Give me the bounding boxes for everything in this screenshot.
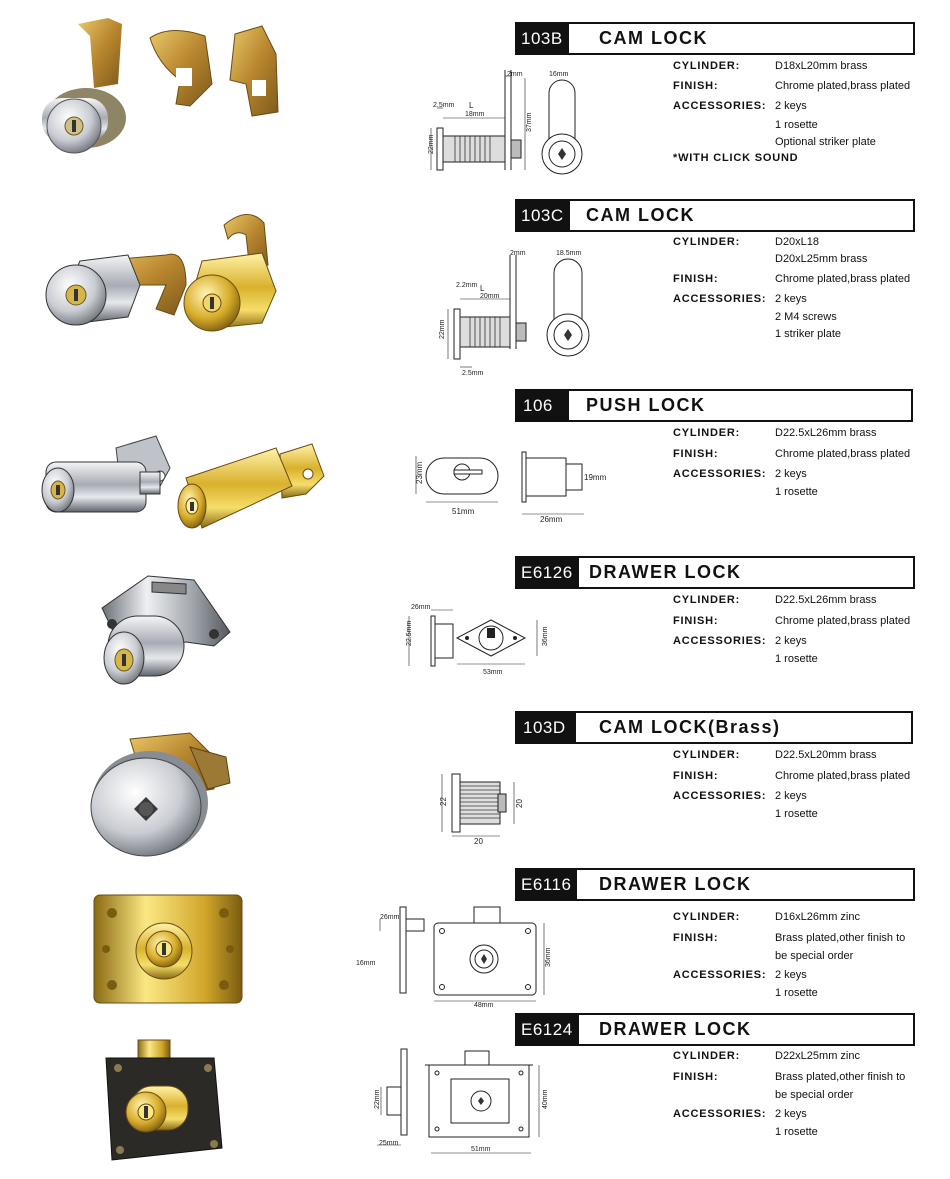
spec-label: CYLINDER: bbox=[673, 60, 741, 72]
drawing-label: 36mm bbox=[542, 626, 549, 646]
spec-value: Chrome plated,brass plated bbox=[775, 273, 911, 285]
product-photo-103d bbox=[80, 727, 240, 862]
spec-value: D18xL20mm brass bbox=[775, 60, 868, 72]
drawing-label: 51mm bbox=[452, 507, 475, 516]
product-code: E6126 bbox=[515, 558, 579, 587]
spec-label: FINISH: bbox=[673, 1071, 719, 1083]
spec-label: CYLINDER: bbox=[673, 911, 741, 923]
spec-label: ACCESSORIES: bbox=[673, 468, 767, 480]
drawing-label: 53mm bbox=[483, 669, 503, 676]
spec-label: ACCESSORIES: bbox=[673, 100, 767, 112]
spec-block-103c bbox=[673, 234, 943, 354]
spec-label: FINISH: bbox=[673, 615, 719, 627]
product-photo-e6126 bbox=[82, 572, 242, 692]
spec-label: FINISH: bbox=[673, 448, 719, 460]
product-code: 103C bbox=[515, 201, 570, 230]
spec-value: Chrome plated,brass plated bbox=[775, 80, 911, 92]
product-header-103c bbox=[515, 199, 915, 232]
spec-label: FINISH: bbox=[673, 273, 719, 285]
spec-value: 1 rosette bbox=[775, 486, 818, 498]
spec-value: Brass plated,other finish to bbox=[775, 1071, 906, 1083]
spec-value: 2 keys bbox=[775, 969, 807, 981]
product-header-e6124 bbox=[515, 1013, 915, 1046]
product-code: E6124 bbox=[515, 1015, 579, 1044]
spec-block-e6116 bbox=[673, 909, 943, 1009]
spec-value: D16xL26mm zinc bbox=[775, 911, 860, 923]
spec-label: FINISH: bbox=[673, 80, 719, 92]
drawing-label: 26mm bbox=[380, 914, 400, 921]
spec-block-106 bbox=[673, 425, 943, 505]
drawing-label: 20mm bbox=[480, 293, 500, 300]
product-photo-106 bbox=[36, 428, 331, 543]
spec-value: Chrome plated,brass plated bbox=[775, 770, 911, 782]
spec-label: CYLINDER: bbox=[673, 236, 741, 248]
drawing-label: 36mm bbox=[545, 947, 552, 967]
product-code: 106 bbox=[515, 391, 569, 420]
product-title: DRAWER LOCK bbox=[589, 562, 742, 582]
product-header-106 bbox=[515, 389, 913, 422]
drawing-label: 22.5mm bbox=[406, 620, 413, 646]
spec-value: Optional striker plate bbox=[775, 136, 876, 148]
drawing-label: 20 bbox=[474, 837, 483, 846]
spec-block-103d bbox=[673, 747, 943, 827]
spec-value: D20xL18 bbox=[775, 236, 820, 248]
spec-value: 2 keys bbox=[775, 100, 807, 112]
spec-value: be special order bbox=[775, 1089, 854, 1101]
drawing-label: 37mm bbox=[526, 112, 533, 132]
spec-value: 2 keys bbox=[775, 635, 807, 647]
product-header-103d bbox=[515, 711, 913, 744]
product-header-103b bbox=[515, 22, 915, 55]
spec-label: ACCESSORIES: bbox=[673, 969, 767, 981]
spec-value: Chrome plated,brass plated bbox=[775, 615, 911, 627]
drawing-label: 23mm bbox=[415, 461, 424, 484]
product-title: CAM LOCK(Brass) bbox=[599, 717, 781, 737]
drawing-label: 22mm bbox=[374, 1089, 381, 1109]
spec-label: CYLINDER: bbox=[673, 427, 741, 439]
spec-value: 1 rosette bbox=[775, 808, 818, 820]
product-title: DRAWER LOCK bbox=[599, 874, 752, 894]
product-title: DRAWER LOCK bbox=[599, 1019, 752, 1039]
drawing-label: 48mm bbox=[474, 1002, 494, 1009]
drawing-label: L bbox=[469, 101, 474, 110]
drawing-label: 22mm bbox=[428, 134, 435, 154]
drawing-label: 26mm bbox=[411, 604, 431, 611]
spec-value: 1 rosette bbox=[775, 1126, 818, 1138]
drawing-label: 2mm bbox=[510, 250, 526, 257]
product-code: E6116 bbox=[515, 870, 577, 899]
spec-value: 2 keys bbox=[775, 293, 807, 305]
click-sound-note: *WITH CLICK SOUND bbox=[673, 152, 799, 164]
drawing-label: 19mm bbox=[584, 473, 607, 482]
spec-value: 1 rosette bbox=[775, 653, 818, 665]
spec-value: 1 striker plate bbox=[775, 328, 842, 340]
product-code: 103D bbox=[515, 713, 576, 742]
spec-label: CYLINDER: bbox=[673, 1050, 741, 1062]
product-header-e6126 bbox=[515, 556, 915, 589]
technical-drawing-103d bbox=[432, 770, 532, 845]
spec-block-e6126 bbox=[673, 592, 943, 672]
spec-value: 2 M4 screws bbox=[775, 311, 837, 323]
product-header-e6116 bbox=[515, 868, 915, 901]
drawing-label: 18mm bbox=[465, 111, 485, 118]
drawing-label: 16mm bbox=[549, 71, 569, 78]
spec-value: 2 keys bbox=[775, 468, 807, 480]
spec-value: 1 rosette bbox=[775, 119, 818, 131]
spec-label: ACCESSORIES: bbox=[673, 1108, 767, 1120]
spec-value: D20xL25mm brass bbox=[775, 253, 868, 265]
technical-drawing-e6116 bbox=[350, 903, 560, 1008]
drawing-label: 2mm bbox=[507, 71, 523, 78]
drawing-label: 51mm bbox=[471, 1146, 491, 1153]
drawing-label: 18.5mm bbox=[556, 250, 582, 257]
spec-label: CYLINDER: bbox=[673, 594, 741, 606]
spec-value: be special order bbox=[775, 950, 854, 962]
product-photo-103c bbox=[36, 205, 296, 340]
product-title: PUSH LOCK bbox=[586, 395, 706, 415]
product-title: CAM LOCK bbox=[599, 28, 708, 48]
spec-value: 2 keys bbox=[775, 1108, 807, 1120]
drawing-label: 25mm bbox=[379, 1140, 399, 1147]
drawing-label: 16mm bbox=[356, 960, 376, 967]
spec-label: CYLINDER: bbox=[673, 749, 741, 761]
spec-value: D22.5xL26mm brass bbox=[775, 427, 877, 439]
technical-drawing-103b bbox=[425, 70, 595, 190]
spec-block-e6124 bbox=[673, 1048, 943, 1148]
product-photo-e6116 bbox=[92, 893, 247, 1008]
spec-label: ACCESSORIES: bbox=[673, 790, 767, 802]
drawing-label: 2.5mm bbox=[462, 370, 484, 377]
technical-drawing-103c bbox=[430, 245, 600, 375]
drawing-label: 2.2mm bbox=[456, 282, 478, 289]
drawing-label: 22 bbox=[439, 797, 448, 806]
drawing-label: 40mm bbox=[542, 1089, 549, 1109]
spec-label: FINISH: bbox=[673, 932, 719, 944]
technical-drawing-e6124 bbox=[355, 1045, 555, 1160]
spec-value: D22.5xL20mm brass bbox=[775, 749, 877, 761]
technical-drawing-e6126 bbox=[395, 598, 555, 678]
drawing-label: 26mm bbox=[540, 515, 563, 524]
spec-value: D22.5xL26mm brass bbox=[775, 594, 877, 606]
spec-value: 2 keys bbox=[775, 790, 807, 802]
product-photo-e6124 bbox=[102, 1038, 232, 1168]
product-title: CAM LOCK bbox=[586, 205, 695, 225]
technical-drawing-106 bbox=[410, 448, 620, 523]
drawing-label: 20 bbox=[515, 799, 524, 808]
spec-value: Chrome plated,brass plated bbox=[775, 448, 911, 460]
spec-label: ACCESSORIES: bbox=[673, 293, 767, 305]
drawing-label: 2.5mm bbox=[433, 102, 455, 109]
product-code: 103B bbox=[515, 24, 569, 53]
drawing-label: 22mm bbox=[439, 319, 446, 339]
spec-label: FINISH: bbox=[673, 770, 719, 782]
spec-value: 1 rosette bbox=[775, 987, 818, 999]
product-photo-103b bbox=[30, 14, 300, 164]
drawing-label: L bbox=[480, 284, 485, 293]
spec-label: ACCESSORIES: bbox=[673, 635, 767, 647]
spec-value: Brass plated,other finish to bbox=[775, 932, 906, 944]
spec-value: D22xL25mm zinc bbox=[775, 1050, 860, 1062]
